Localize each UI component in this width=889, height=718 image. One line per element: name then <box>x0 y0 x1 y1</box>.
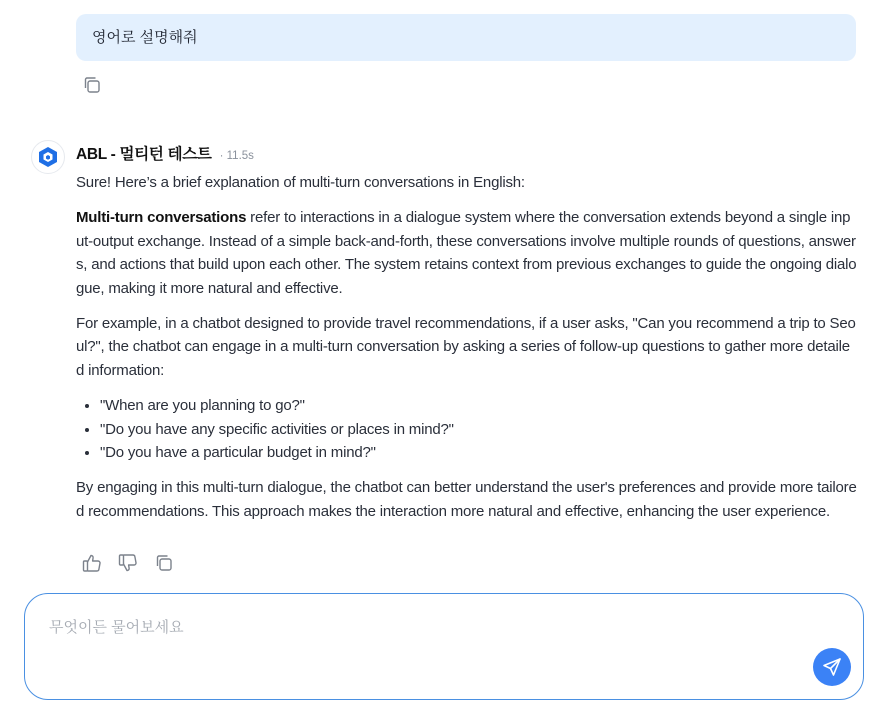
message-input[interactable] <box>49 616 809 656</box>
bot-paragraph-3: By engaging in this multi-turn dialogue, the chatbot can better understand the user's preferences and provide more tailored recommendations. This approach makes the interaction more natural and effective, enhancing the user experience. <box>76 479 857 520</box>
user-copy-button[interactable] <box>80 73 104 97</box>
message-actions <box>80 551 176 575</box>
thumbs-up-icon <box>81 552 103 574</box>
list-item: • "Do you have a particular budget in mind?" <box>100 441 858 464</box>
like-button[interactable] <box>80 551 104 575</box>
follow-up-list <box>100 394 858 464</box>
copy-response-button[interactable] <box>152 551 176 575</box>
bot-avatar <box>31 140 65 174</box>
list-item: • "Do you have any specific activities or places in mind?" <box>100 418 858 441</box>
abl-logo-icon <box>37 146 59 168</box>
send-button[interactable] <box>813 648 851 686</box>
bot-paragraph-2: For example, in a chatbot designed to provide travel recommendations, if a user asks, "Can you recommend a trip to Seoul?", the chatbot can engage in a multi-turn conversation by asking a series of follow-up questions to gather more detailed information: <box>76 315 856 379</box>
copy-icon <box>154 553 174 573</box>
user-message-text: 영어로 설명해줘 <box>92 29 198 46</box>
bot-message-body <box>76 171 858 535</box>
user-message-bubble <box>76 14 856 61</box>
message-composer <box>24 593 864 700</box>
bot-header <box>76 142 254 164</box>
response-time: · 11.5s <box>219 150 254 162</box>
send-icon <box>822 657 842 677</box>
bold-term: Multi-turn conversations <box>76 209 247 227</box>
list-item: • "When are you planning to go?" <box>100 394 858 417</box>
copy-icon <box>82 75 102 95</box>
bot-name: ABL - 멀티턴 테스트 <box>76 146 212 163</box>
thumbs-down-icon <box>117 552 139 574</box>
bot-intro: Sure! Here’s a brief explanation of multi-turn conversations in English: <box>76 174 525 191</box>
dislike-button[interactable] <box>116 551 140 575</box>
paragraph-1-text: refer to interactions in a dialogue system where the conversation extends beyond a single input-output exchange. Instead of a simple back-and-forth, these conversations involve multiple rounds of questions, answers, and actions that build upon each other. The system retains context from previous exchanges to guide the ongoing dialogue, making it more natural and effective. <box>76 209 857 297</box>
bot-paragraph-1 <box>76 206 858 300</box>
